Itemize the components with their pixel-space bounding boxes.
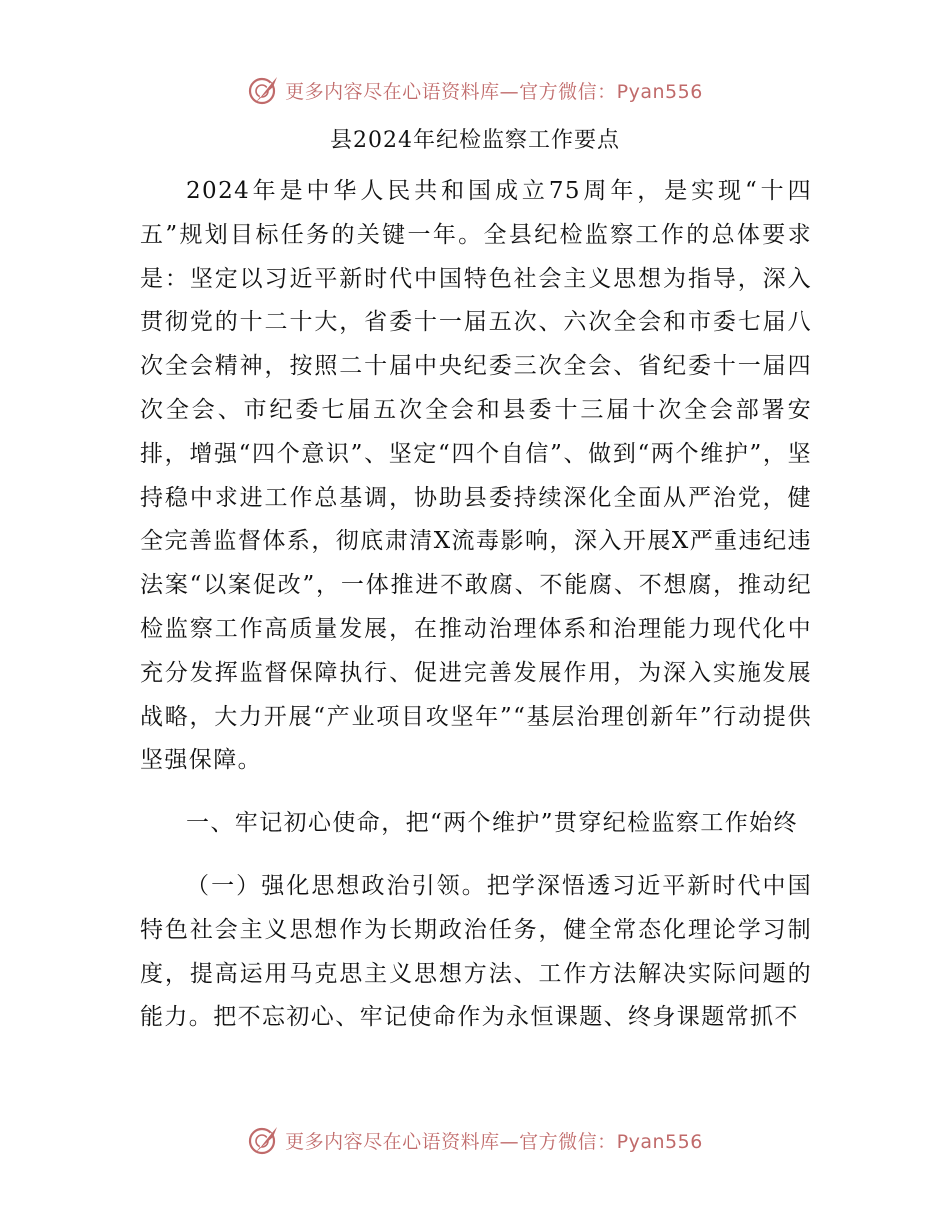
banner-text: 更多内容尽在心语资料库—官方微信：Pyan556: [285, 1130, 703, 1153]
document-title: 县2024年纪检监察工作要点: [330, 128, 620, 153]
header-banner: [0, 70, 950, 110]
banner-text: 更多内容尽在心语资料库—官方微信：Pyan556: [285, 80, 703, 103]
document-body: [140, 170, 812, 1040]
section-heading-1: 一、牢记初心使命，把“两个维护”贯穿纪检监察工作始终: [186, 810, 798, 837]
quill-pen-seal-icon: [247, 1123, 281, 1157]
paragraph-overview: 2024年是中华人民共和国成立75周年，是实现“十四五”规划目标任务的关键一年。全县纪检监察工作的总体要求是：坚定以习近平新时代中国特色社会主义思想为指导，深入贯彻党的十二十大，省委十一届五次、六次全会和市委七届八次全会精神，按照二十届中央纪委三次全会、省纪委十一届四次全会、市纪委七届五次全会和县委十三届十次全会部署安排，增强“四个意识”、坚定“四个自信”、做到“两个维护”，坚持稳中求进工作总基调，协助县委持续深化全面从严治党，健全完善监督体系，彻底肃清X流毒影响，深入开展X严重违纪违法案“以案促改”，一体推进不敢腐、不能腐、不想腐，推动纪检监察工作高质量发展，在推动治理体系和治理能力现代化中充分发挥监督保障执行、促进完善发展作用，为深入实施发展战略，大力开展“产业项目攻坚年”“基层治理创新年”行动提供坚强保障。: [140, 178, 812, 774]
footer-banner: [0, 1120, 950, 1160]
quill-pen-seal-icon: [247, 73, 281, 107]
paragraph-subsection-1: （一）强化思想政治引领。把学深悟透习近平新时代中国特色社会主义思想作为长期政治任务，健全常态化理论学习制度，提高运用马克思主义思想方法、工作方法解决实际问题的能力。把不忘初心、牢记使命作为永恒课题、终身课题常抓不: [140, 872, 812, 1031]
